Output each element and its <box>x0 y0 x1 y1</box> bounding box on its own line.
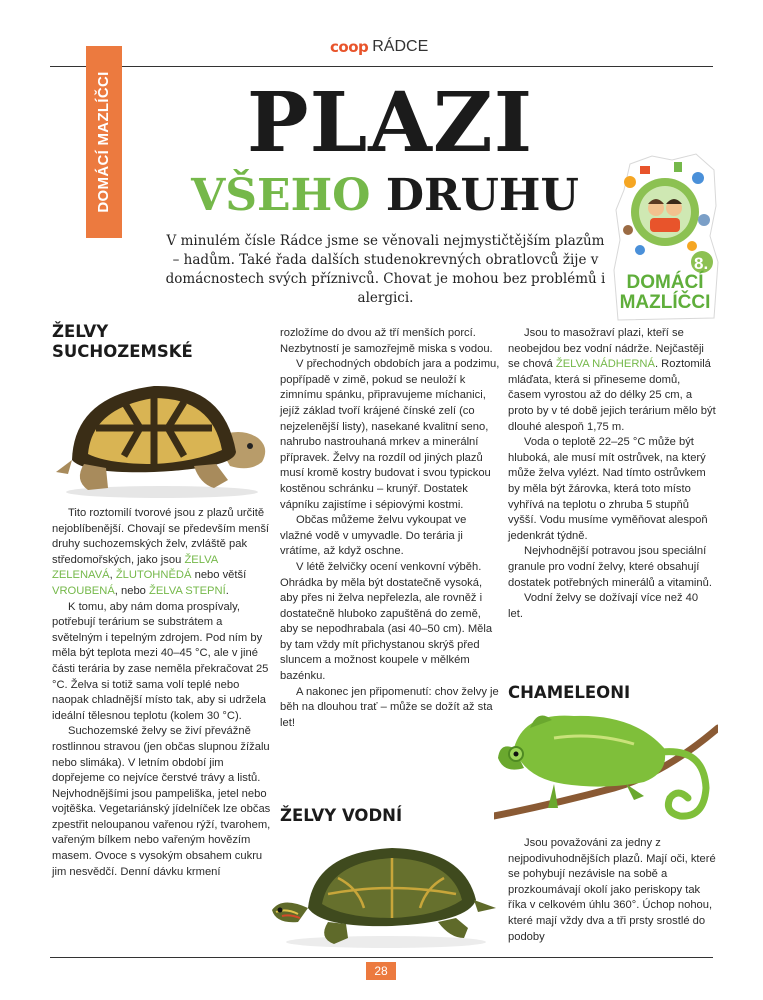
text-run: nebo větší <box>191 569 247 582</box>
subtitle-green-word: VŠEHO <box>191 170 371 221</box>
text-run: , <box>109 569 116 582</box>
species-highlight: ŽELVA STEPNÍ <box>149 584 226 597</box>
chameleon-photo <box>494 708 718 830</box>
text-run: Jsou to masožraví plazi, kteří se neobejdou bez vodní nádrže. Nejčastěji se chová <box>508 327 704 371</box>
badge-number: 8. <box>694 254 709 273</box>
page-subtitle <box>150 170 620 222</box>
paragraph: rozložíme do dvou až tří menších porcí. Nezbytností je samozřejmě miska s vodou. <box>280 327 493 355</box>
species-highlight: ŽELVA NÁDHERNÁ <box>555 358 655 371</box>
paragraph: Nejvhodnější potravou jsou speciální granule pro vodní želvy, které obsahují dostatek potřebných minerálů a vitaminů. <box>508 545 712 589</box>
paragraph: K tomu, aby nám doma prospívaly, potřebují terárium se substrátem a světelným i tepelným zdrojem. Pod ním by měla být teplota mezi 40–45 °C, ale v jiné části terária by zase neměla překračovat 25 °C. Želva si totiž sama volí teplé nebo naopak chladnější místo tak, aby si udržela ideální tělesnou teplotu (kolem 30 °C). <box>52 600 269 722</box>
badge-line1: DOMÁCÍ <box>626 272 704 293</box>
heading-line2: SUCHOZEMSKÉ <box>52 342 193 361</box>
column-1-text <box>52 506 272 880</box>
brand-name: RÁDCE <box>372 38 429 55</box>
section-heading-water-turtles: ŽELVY VODNÍ <box>280 806 403 825</box>
text-run: . <box>225 584 229 597</box>
paragraph: V přechodných obdobích jara a podzimu, popřípadě v zimě, pokud se neuloží k zimnímu spánku, připravujeme míchanici, jejíž základ tvoří krájené čínské zelí (co nejzelenější listy), nasekané kvalitní seno, nahrubo nastrouhaná mrkev a minerální přípravek. Želvy na rozdíl od jiných plazů musí kromě kostry budovat i svou typickou kostěnou schránku – krunýř. Dostatek vápníku zajistíme i sépiovými kostmi. <box>280 358 500 511</box>
lead-paragraph: V minulém čísle Rádce jsme se věnovali nejmystičtějším plazům – hadům. Také řada dalších studenokrevných obratlovců žije v domácnostech svých příznivců. Chovat je mohou bez problémů i alergici. <box>165 233 606 306</box>
series-badge <box>610 150 720 322</box>
page-title: PLAZI <box>246 75 534 171</box>
section-heading-chameleons: CHAMELEONI <box>508 683 631 702</box>
paragraph: A nakonec jen připomenutí: chov želvy je běh na dlouhou trať – může se dožít až sta let! <box>280 685 499 729</box>
brand-coop-logo: coop <box>330 38 369 56</box>
magazine-brand <box>330 36 428 58</box>
text-run: Tito roztomilí tvorové jsou z plazů určitě nejoblíbenější. Chovají se především menší druhy suchozemských želv, zvláště pak středomořských, jako jsou <box>52 507 270 566</box>
paragraph: Jsou považováni za jedny z nejpodivuhodnějších plazů. Mají oči, které se pohybují nezávisle na sobě a prozkoumávají okolí jako periskopy tak říka v celkovém úhlu 360°. Úchop nohou, které mají vždy dva a tři prsty srostlé do podoby <box>508 837 716 943</box>
text-run: , nebo <box>114 584 150 597</box>
chameleon-text <box>508 836 716 945</box>
side-tab-label: DOMÁCÍ MAZLÍČCI <box>95 71 112 213</box>
species-highlight: ŽELVA ZELENAVÁ <box>52 553 218 582</box>
footer-rule <box>50 957 713 958</box>
species-highlight: ŽLUTOHNĚDÁ <box>115 569 192 582</box>
paragraph: Vodní želvy se dožívají více než 40 let. <box>508 592 699 620</box>
paragraph: Občas můžeme želvu vykoupat ve vlažné vodě v umyvadle. Do terária ji vrátíme, až když oschne. <box>280 514 467 558</box>
column-2-text <box>280 326 500 731</box>
land-tortoise-photo <box>44 368 276 500</box>
water-turtle-photo <box>268 838 500 950</box>
paragraph: V létě želvičky ocení venkovní výběh. Ohrádka by měla být dostatečně vysoká, aby přes ni želva nepřelezla, ale rovněž i dostatečně hluboko zapuštěná do země, aby se nepodhrabala (asi 40–50 cm). Měla by tam vždy mít přichystanou skrýš před sluncem a možnost koupele v mělkém bazénku. <box>280 560 493 683</box>
section-side-tab <box>86 46 122 238</box>
header-rule <box>50 66 713 67</box>
paragraph: Voda o teplotě 22–25 °C může být hluboká, ale musí mít ostrůvek, na který může želva vylézt. Nad tímto ostrůvkem by měla být žárovka, která toto místo vyhřívá na teplotu o zhruba 5 stupňů vyšší. Vodu musíme vyměňovat alespoň jedenkrát týdně. <box>508 436 708 542</box>
page-number: 28 <box>366 962 396 980</box>
text-run: . Roztomilá mláďata, která si přineseme domů, časem vyrostou až do délky 25 cm, a proto by v té době jejich terárium mělo být dlouhé alespoň 1,75 m. <box>508 358 716 433</box>
species-highlight: VROUBENÁ <box>52 584 115 597</box>
heading-line1: ŽELVY <box>52 322 109 341</box>
column-3-text <box>508 326 716 622</box>
subtitle-dark-word: DRUHU <box>385 170 579 221</box>
badge-line2: MAZLÍČCI <box>619 292 711 313</box>
paragraph: Suchozemské želvy se živí převážně rostlinnou stravou (jen občas slupnou žížalu nebo slimáka). V letním období jim dopřejeme co nejvíce čerstvé trávy a listů. Nejvhodnějšími jsou pampeliška, jetel nebo vojtěška. Vegetariánský jídelníček lze občas zpestřit neloupanou vařenou rýží, tvarohem, vařeným bílkem nebo vařeným hovězím masem. Ovoce s vysokým obsahem cukru jim nesvědčí. Denní dávku krmení <box>52 725 271 878</box>
section-heading-land-tortoises <box>52 322 262 362</box>
